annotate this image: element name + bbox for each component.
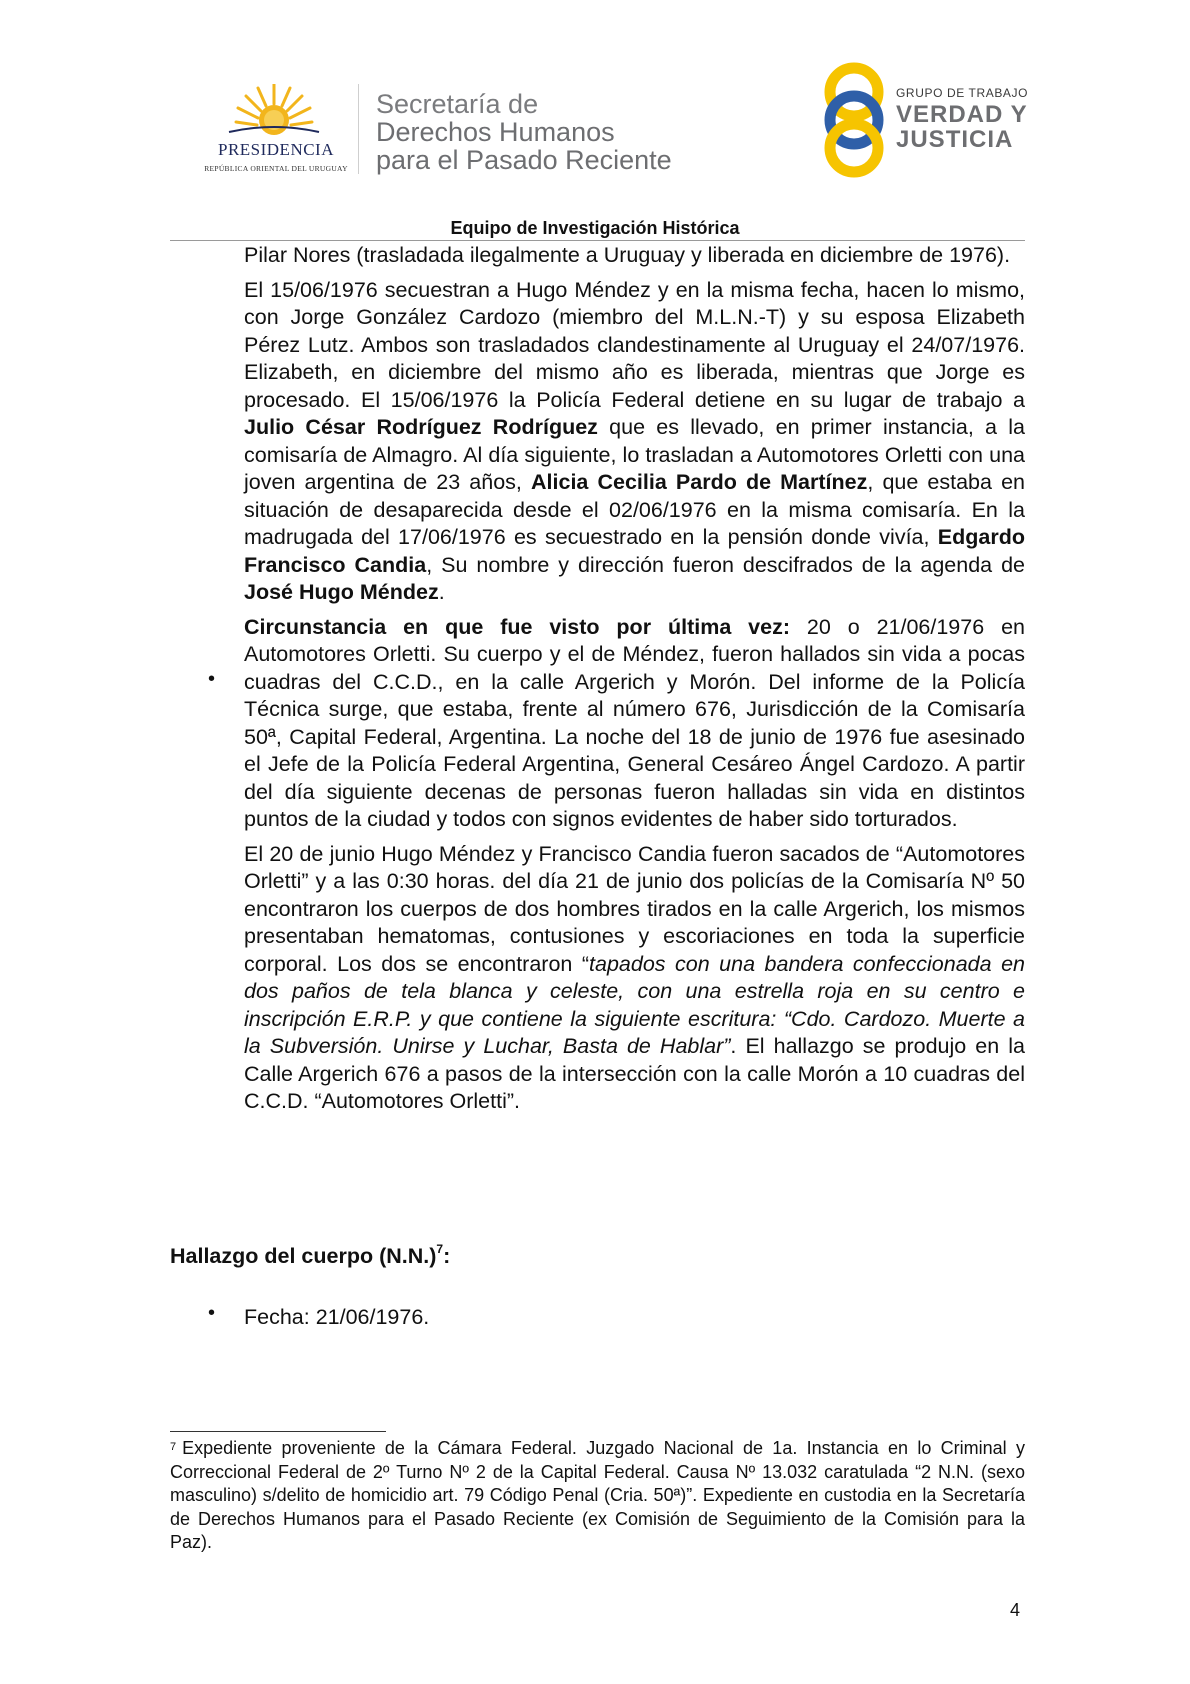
presidencia-logo	[196, 84, 356, 176]
footnote-rule	[170, 1431, 386, 1432]
p2-text-e: , que estaba en situación de desaparecida desde el 02/06/1976 en la misma comisaría. En la madrugada del 17/06/1976 es secuestrado en la pensión donde vivía,	[244, 470, 1025, 549]
p2-name-candia: Edgardo Francisco Candia	[244, 525, 1025, 577]
p3-quote: tapados con una bandera confeccionada en dos paños de tela blanca y celeste, con una estrella roja en su centro e inscripción E.R.P. y que contiene la siguiente escritura: “Cdo. Cardozo. Muerte a la Subversión. Unirse y Luchar, Basta de Hablar”	[244, 951, 1025, 1058]
heading-text: Hallazgo del cuerpo (N.N.)	[170, 1244, 437, 1268]
header-team-title: Equipo de Investigación Histórica	[450, 218, 740, 238]
presidencia-title: PRESIDENCIA	[217, 140, 334, 159]
rings-icon	[820, 56, 890, 182]
vyj-line-1: VERDAD Y	[896, 101, 1028, 128]
p2-name-pardo: Alicia Cecilia Pardo de Martínez	[531, 470, 868, 494]
bullet-1-text	[244, 614, 1025, 834]
footnote-text: Expediente proveniente de la Cámara Federal. Juzgado Nacional de 1a. Instancia en lo Criminal y Correccional Federal de 2º Turno Nº 2 de la Capital Federal. Causa Nº 13.032 caratulada “2 N.N. (sexo masculino) s/delito de homicidio art. 79 Código Penal (Cria. 50ª)”. Expediente en custodia en la Secretaría de Derechos Humanos para el Pasado Reciente (ex Comisión de Seguimiento de la Comisión para la Paz).	[170, 1438, 1025, 1552]
secretaria-line-2: Derechos Humanos	[376, 117, 615, 147]
page-number: 4	[1010, 1600, 1021, 1620]
section-heading	[170, 1244, 450, 1269]
p2-name-mendez: José Hugo Méndez	[244, 580, 439, 604]
secretaria-logo-text	[376, 90, 672, 174]
logo-divider	[358, 84, 359, 174]
body-text	[244, 242, 1025, 1123]
presidencia-subtitle: REPÚBLICA ORIENTAL DEL URUGUAY	[204, 164, 348, 173]
secretaria-line-3: para el Pasado Reciente	[376, 145, 672, 175]
bullet-1-label: Circunstancia en que fue visto por última vez:	[244, 614, 790, 639]
verdad-justicia-logo	[820, 56, 1035, 182]
p2-name-rodriguez: Julio César Rodríguez Rodríguez	[244, 415, 598, 439]
bullet-2-dot: •	[208, 1302, 216, 1324]
p2-text-c: que es llevado, en primer instancia, a la comisaría de Almagro. Al día siguiente, lo trasladan a Automotores Orletti con una joven argentina de 23 años,	[244, 415, 1025, 494]
footnote-number: 7	[170, 1441, 177, 1453]
bullet-2-text: Fecha: 21/06/1976.	[244, 1305, 430, 1329]
paragraph-3	[244, 841, 1025, 1116]
p3-text-c: . El hallazgo se produjo en la Calle Argerich 676 a pasos de la intersección con la calle Morón a 10 cuadras del C.C.D. “Automotores Orletti”.	[244, 1034, 1025, 1113]
p2-text-a: El 15/06/1976 secuestran a Hugo Méndez y en la misma fecha, hacen lo mismo, con Jorge González Cardozo (miembro del M.L.N.-T) y su esposa Elizabeth Pérez Lutz. Ambos son trasladados clandestinamente al Uruguay el 24/07/1976. Elizabeth, en diciembre del mismo año es liberada, mientras que Jorge es procesado. El 15/06/1976 la Policía Federal detiene en su lugar de trabajo a	[244, 277, 1025, 412]
secretaria-line-1: Secretaría de	[376, 89, 539, 119]
heading-footnote-ref[interactable]: 7	[436, 1242, 444, 1256]
vyj-line-2: JUSTICIA	[896, 126, 1014, 153]
bullet-1-body: 20 o 21/06/1976 en Automotores Orletti. Su cuerpo y el de Méndez, fueron hallados sin vida a pocas cuadras del C.C.D., en la calle Argerich y Morón. Del informe de la Policía Técnica surge, que estaba, frente al número 676, Jurisdicción de la Comisaría 50ª, Capital Federal, Argentina. La noche del 18 de junio de 1976 fue asesinado el Jefe de la Policía Federal Argentina, General Cesáreo Ángel Cardozo. A partir del día siguiente decenas de personas fueron halladas sin vida en distintos puntos de la ciudad y todos con signos evidentes de haber sido torturados.	[244, 614, 1025, 831]
footnote	[170, 1437, 1025, 1555]
sun-icon	[196, 84, 356, 144]
p2-text-i: .	[438, 580, 445, 604]
p2-text-g: , Su nombre y dirección fueron descifrados de la agenda de	[426, 552, 1025, 577]
heading-colon: :	[443, 1244, 451, 1268]
paragraph-2	[244, 277, 1025, 607]
p3-text-a: El 20 de junio Hugo Méndez y Francisco Candia fueron sacados de “Automotores Orletti” y a las 0:30 horas. del día 21 de junio dos policías de la Comisaría Nº 50 encontraron los cuerpos de dos hombres tirados en la calle Argerich, los mismos presentaban hematomas, contusiones y escoriaciones en toda la superficie corporal. Los dos se encontraron “	[244, 841, 1025, 976]
vyj-small-text: GRUPO DE TRABAJO	[896, 86, 1029, 100]
header-rule	[170, 240, 1025, 241]
paragraph-1: Pilar Nores (trasladada ilegalmente a Uruguay y liberada en diciembre de 1976).	[244, 243, 1011, 267]
bullet-1-dot: •	[208, 668, 216, 690]
